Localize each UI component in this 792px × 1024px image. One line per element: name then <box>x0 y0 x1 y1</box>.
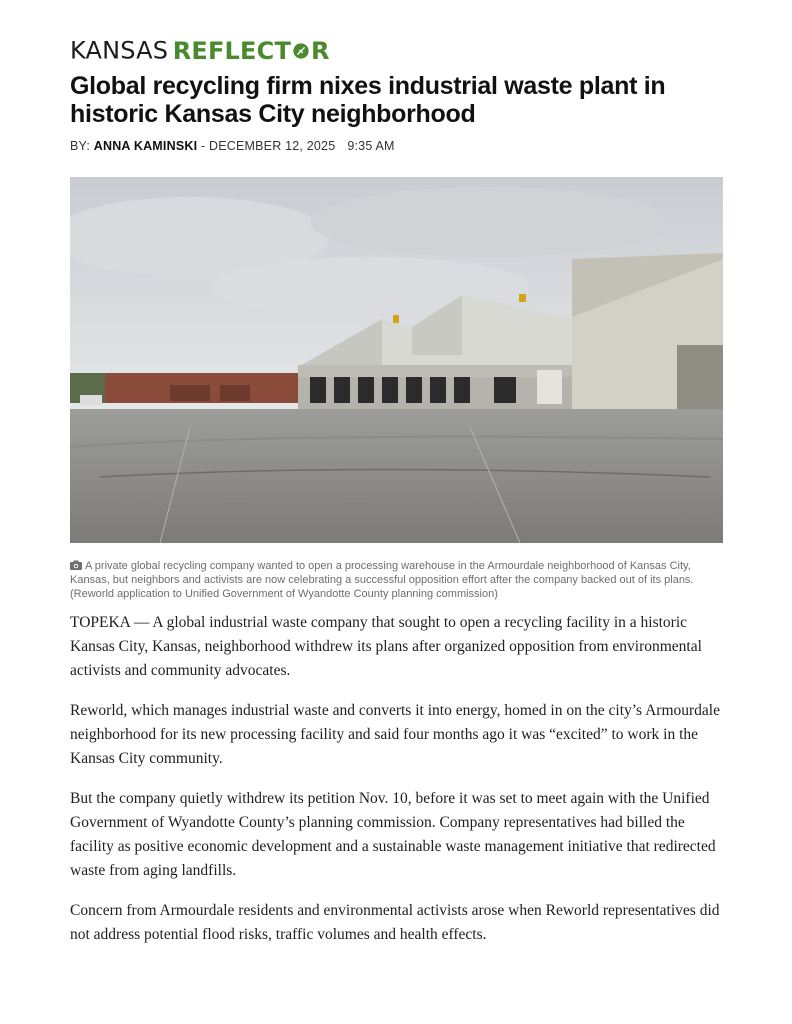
site-logo[interactable] <box>70 36 330 66</box>
leaf-icon <box>292 42 310 60</box>
publish-time: 9:35 AM <box>347 139 395 153</box>
paragraph: TOPEKA — A global industrial waste company that sought to open a recycling facility in a historic Kansas City, Kansas, neighborhood withdrew its plans after organized opposition from environmental activists and community advocates. <box>70 614 702 679</box>
publish-date: - DECEMBER 12, 2025 <box>197 139 336 153</box>
logo-word-reflector-a: REFLECT <box>172 37 292 65</box>
logo-word-reflector <box>173 36 330 64</box>
logo-word-reflector-b: R <box>311 37 330 65</box>
warehouse-photo-illustration <box>70 177 723 543</box>
article-photo <box>70 177 723 543</box>
byline <box>70 139 395 153</box>
article-headline: Global recycling firm nixes industrial waste plant in historic Kansas City neighborhood <box>70 72 666 128</box>
paragraph: Reworld, which manages industrial waste and converts it into energy, homed in on the city’s Armourdale neighborhood for its new processing facility and said four months ago it was “excited” to work in the Kansas City community. <box>70 702 720 767</box>
author-link[interactable]: ANNA KAMINSKI <box>93 139 198 153</box>
photo-caption <box>70 559 723 601</box>
camera-icon <box>70 560 82 570</box>
logo-word-kansas: KANSAS <box>70 36 169 65</box>
article-body <box>70 611 723 963</box>
paragraph: Concern from Armourdale residents and environmental activists arose when Reworld representatives did not address potential flood risks, traffic volumes and health effects. <box>70 902 720 943</box>
caption-text: A private global recycling company wanted to open a processing warehouse in the Armourdale neighborhood of Kansas City, Kansas, but neighbors and activists are now celebrating a successful opposition effort after the company backed out of its plans. (Reworld application to Unified Government of Wyandotte County planning commission) <box>70 560 694 600</box>
byline-prefix: BY: <box>70 139 94 153</box>
paragraph: But the company quietly withdrew its petition Nov. 10, before it was set to meet again with the Unified Government of Wyandotte County’s planning commission. Company representatives had billed the facility as positive economic development and a sustainable waste management initiative that redirected waste from aging landfills. <box>70 790 716 879</box>
